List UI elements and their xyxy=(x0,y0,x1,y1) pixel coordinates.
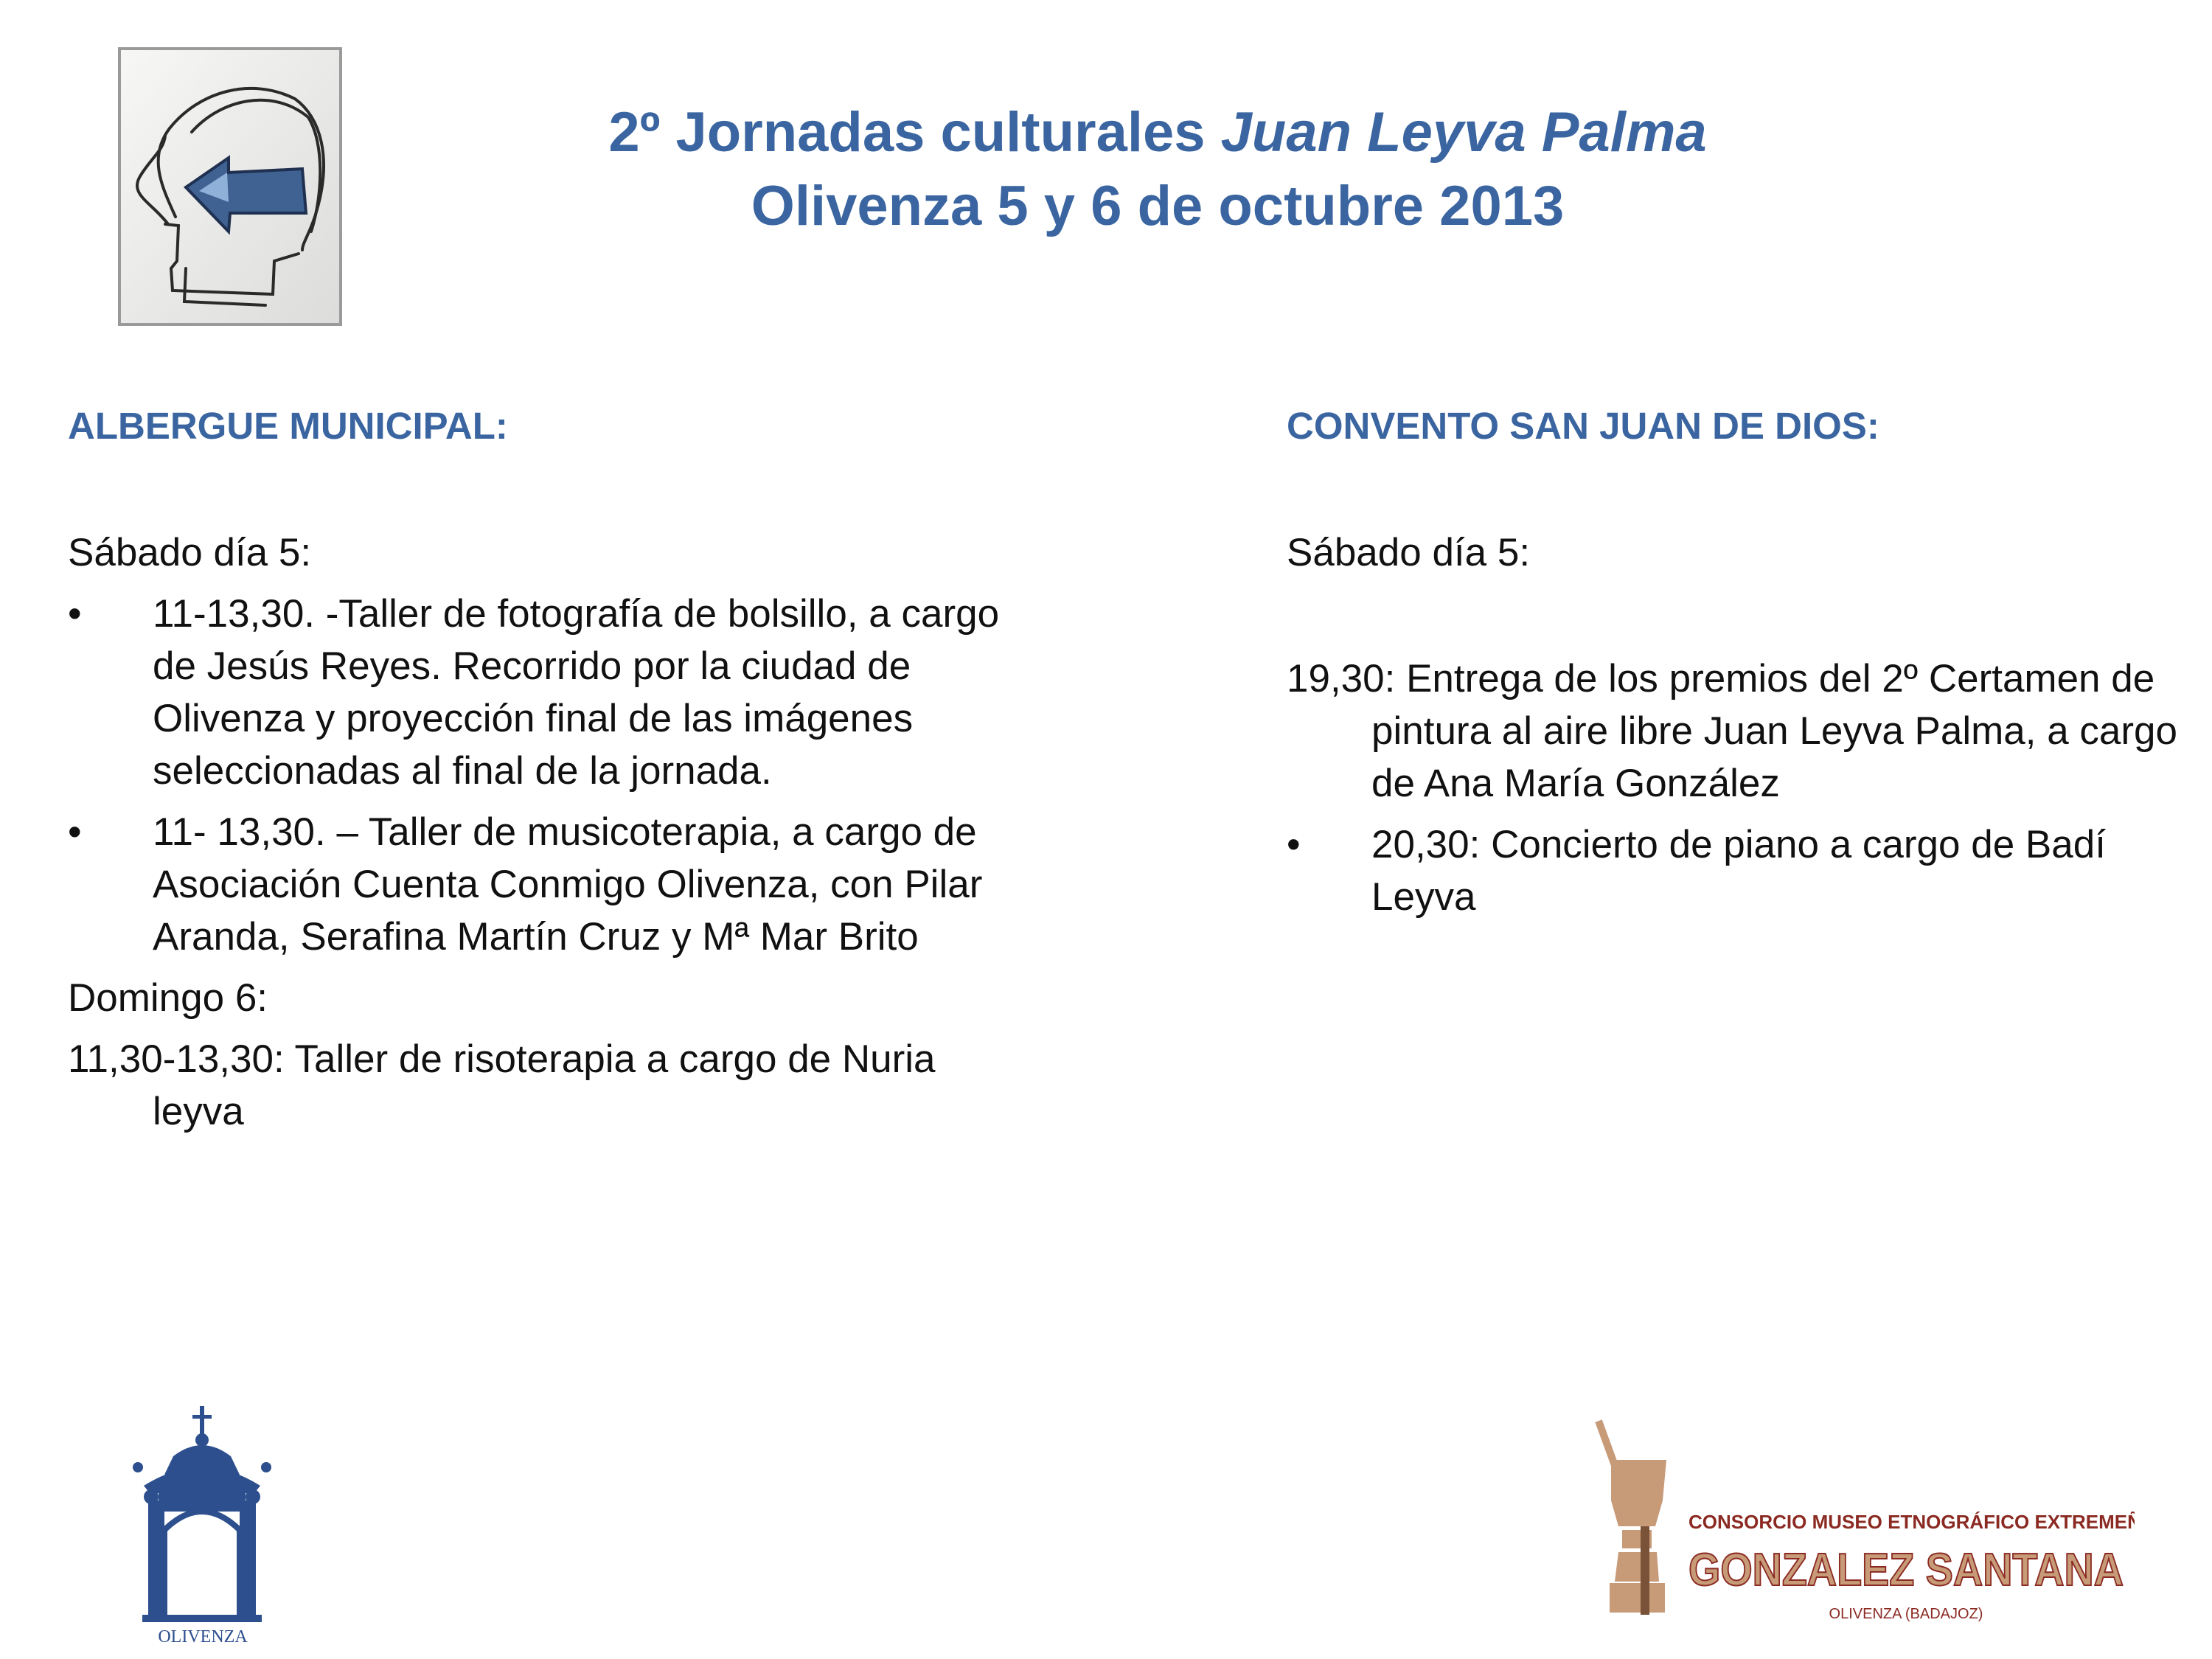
bullet-dot: • xyxy=(68,810,82,854)
left-day2: Domingo 6: xyxy=(68,976,268,1020)
left-heading: ALBERGUE MUNICIPAL: xyxy=(68,405,508,447)
olivenza-logo xyxy=(129,1405,276,1648)
gs-consorcio-text: CONSORCIO MUSEO ETNOGRÁFICO EXTREMEÑO xyxy=(1688,1511,2135,1533)
title-prefix: 2º Jornadas culturales xyxy=(608,101,1221,164)
bullet-dot: • xyxy=(1287,823,1301,866)
gs-place-text: OLIVENZA (BADAJOZ) xyxy=(1829,1606,1983,1622)
page-title xyxy=(0,96,2212,243)
title-line-2: Olivenza 5 y 6 de octubre 2013 xyxy=(751,175,1565,237)
gs-name-text: GONZALEZ SANTANA xyxy=(1688,1545,2124,1596)
right-bullet-text: 20,30: Concierto de piano a cargo de Badí Leyva xyxy=(1371,823,2106,919)
olivenza-logo-text: OLIVENZA xyxy=(158,1627,248,1646)
left-day2-item: 11,30-13,30: Taller de risoterapia a cargo de Nuria leyva xyxy=(68,1037,936,1133)
right-day1: Sábado día 5: xyxy=(1287,531,1531,574)
left-bullet-item xyxy=(68,588,1026,797)
gonzalez-santana-logo xyxy=(1589,1419,2135,1626)
left-column xyxy=(68,526,1026,1138)
left-bullet-text: 11- 13,30. – Taller de musicoterapia, a cargo de Asociación Cuenta Conmigo Olivenza, con Pilar Aranda, Serafina Martín Cruz y Mª Mar Brito xyxy=(153,810,983,959)
left-day1: Sábado día 5: xyxy=(68,531,312,574)
right-item1: 19,30: Entrega de los premios del 2º Certamen de pintura al aire libre Juan Leyva Palma, a cargo de Ana María González xyxy=(1287,657,2177,805)
left-bullet-text: 11-13,30. -Taller de fotografía de bolsillo, a cargo de Jesús Reyes. Recorrido por la ciudad de Olivenza y proyección final de las imágenes seleccionadas al final de la jornada. xyxy=(153,592,1000,793)
title-line-1 xyxy=(0,96,2212,170)
left-bullet-item xyxy=(68,806,1026,963)
right-heading: CONVENTO SAN JUAN DE DIOS: xyxy=(1287,405,1879,447)
right-column xyxy=(1287,526,2201,923)
bullet-dot: • xyxy=(68,592,82,636)
right-bullet-item xyxy=(1287,818,2201,923)
title-italic-name: Juan Leyva Palma xyxy=(1220,101,1707,164)
